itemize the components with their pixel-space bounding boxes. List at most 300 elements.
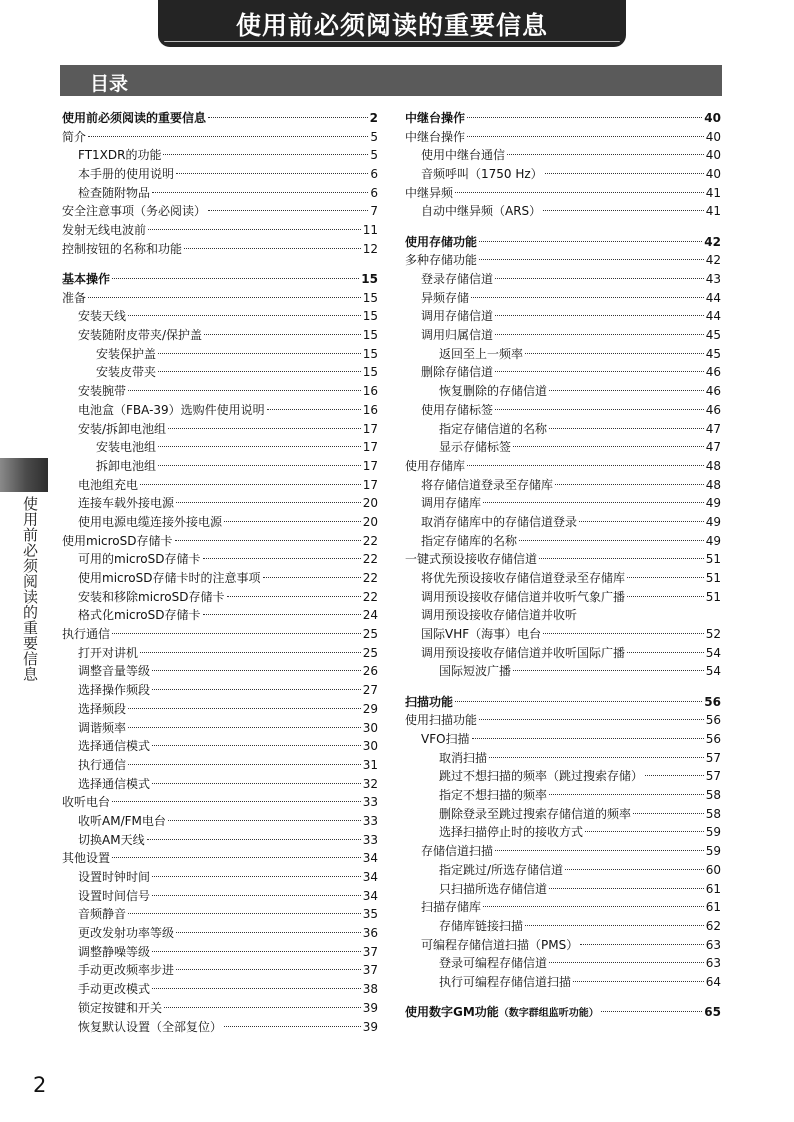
toc-page-number: 6 (370, 185, 378, 200)
toc-page-number: 58 (705, 806, 721, 821)
toc-dot-leader (601, 1011, 703, 1012)
toc-entry-title: 删除登录至跳过搜索存储信道的频率 (439, 806, 632, 821)
toc-page-number: 15 (362, 365, 378, 380)
toc-entry-title: 锁定按键和开关 (78, 1000, 163, 1015)
toc-page-number: 20 (362, 514, 378, 529)
toc-entry-title: 国际短波广播 (439, 664, 512, 679)
toc-entry[interactable] (62, 420, 378, 439)
toc-entry-title: 选择扫描停止时的接收方式 (439, 825, 584, 840)
toc-entry[interactable] (62, 494, 378, 513)
toc-entry-title: 调谐频率 (78, 720, 127, 735)
toc-entry-title: 打开对讲机 (78, 645, 139, 660)
toc-entry[interactable] (62, 165, 378, 184)
toc-entry-title: 多种存储功能 (405, 253, 478, 268)
toc-page-number: 30 (362, 720, 378, 735)
toc-entry-title: 恢复默认设置（全部复位） (78, 1019, 223, 1034)
toc-entry-title: 安装/拆卸电池组 (78, 421, 167, 436)
toc-entry[interactable] (62, 109, 378, 128)
toc-entry[interactable] (62, 146, 378, 165)
toc-dot-leader (140, 652, 361, 653)
toc-entry[interactable] (62, 363, 378, 382)
toc-entry[interactable] (405, 730, 721, 749)
toc-dot-leader (227, 596, 361, 597)
toc-entry[interactable] (62, 943, 378, 962)
toc-page-number: 25 (362, 645, 378, 660)
toc-dot-leader (152, 988, 361, 989)
toc-dot-leader (175, 540, 361, 541)
toc-entry[interactable] (405, 165, 721, 184)
toc-entry[interactable] (405, 898, 721, 917)
toc-entry-title: 安装腕带 (78, 384, 127, 399)
toc-entry-title: 收听AM/FM电台 (78, 813, 166, 828)
toc-dot-leader (128, 708, 361, 709)
toc-entry[interactable] (405, 954, 721, 973)
toc-dot-leader (479, 259, 704, 260)
toc-entry[interactable] (62, 756, 378, 775)
toc-page-number: 15 (361, 272, 378, 286)
toc-entry[interactable] (405, 588, 721, 607)
toc-page-number: 43 (705, 272, 721, 286)
toc-entry[interactable] (405, 644, 721, 663)
toc-dot-leader (267, 409, 361, 410)
toc-entry[interactable] (405, 382, 721, 401)
toc-entry[interactable] (405, 936, 721, 955)
toc-entry[interactable] (405, 270, 721, 289)
toc-entry-title: 安装天线 (78, 309, 127, 324)
toc-page-number: 49 (705, 533, 721, 548)
toc-page-number: 7 (370, 204, 378, 219)
toc-entry[interactable] (405, 823, 721, 842)
toc-entry-title: 调用预设接收存储信道并收听气象广播 (421, 589, 626, 604)
toc-page-number: 34 (362, 888, 378, 903)
toc-entry[interactable] (405, 363, 721, 382)
toc-entry-title: 更改发射功率等级 (78, 926, 175, 941)
toc-entry-title: 只扫描所选存储信道 (439, 881, 548, 896)
toc-entry-title: VFO扫描 (421, 732, 470, 746)
toc-entry-title: 使用前必须阅读的重要信息 (62, 111, 207, 125)
toc-page-number: 30 (362, 739, 378, 754)
toc-page-number: 33 (362, 813, 378, 828)
toc-entry-title: 设置时间信号 (78, 888, 151, 903)
toc-dot-leader (645, 775, 704, 776)
toc-entry-title: 基本操作 (62, 272, 111, 286)
toc-entry[interactable] (62, 588, 378, 607)
toc-entry-title: 电池组充电 (78, 477, 139, 492)
toc-dot-leader (176, 502, 361, 503)
toc-page-number: 56 (705, 732, 721, 746)
toc-entry[interactable] (62, 887, 378, 906)
toc-page-number: 65 (704, 1005, 721, 1020)
toc-dot-leader (483, 502, 704, 503)
toc-entry[interactable] (405, 109, 721, 128)
toc-entry-title: 安全注意事项（务必阅读） (62, 204, 207, 219)
toc-entry-title: 存储信道扫描 (421, 844, 494, 859)
toc-entry-title: 使用中继台通信 (421, 148, 506, 163)
toc-dot-leader (539, 558, 704, 559)
toc-entry[interactable] (405, 494, 721, 513)
toc-entry-title: 使用存储功能 (405, 234, 478, 249)
toc-entry[interactable] (405, 767, 721, 786)
toc-entry[interactable] (62, 128, 378, 147)
toc-entry-title: 自动中继异频（ARS） (421, 204, 542, 219)
toc-page-number: 37 (362, 963, 378, 978)
toc-entry[interactable] (405, 749, 721, 768)
toc-entry-title: 调整静噪等级 (78, 944, 151, 959)
toc-dot-leader (633, 813, 704, 814)
toc-entry[interactable] (62, 532, 378, 551)
toc-entry[interactable] (62, 202, 378, 221)
toc-page-number: 24 (362, 608, 378, 623)
toc-entry[interactable] (62, 457, 378, 476)
toc-entry[interactable] (405, 326, 721, 345)
toc-entry[interactable] (62, 289, 378, 308)
toc-entry-title: 检查随附物品 (78, 185, 151, 200)
toc-page-number: 40 (705, 167, 721, 182)
toc-entry[interactable] (62, 184, 378, 203)
toc-page-number: 22 (362, 552, 378, 567)
toc-entry-title: 使用数字GM功能（数字群组监听功能） (405, 1005, 599, 1020)
toc-dot-leader (565, 869, 704, 870)
toc-entry[interactable] (405, 476, 721, 495)
toc-entry-title: 使用存储库 (405, 458, 466, 473)
toc-entry[interactable] (62, 868, 378, 887)
toc-entry[interactable] (405, 880, 721, 899)
toc-entry[interactable] (405, 401, 721, 420)
toc-page-number: 64 (705, 974, 721, 989)
toc-page-number: 26 (362, 664, 378, 679)
toc-entry-title: 音频呼叫（1750 Hz） (421, 167, 543, 182)
toc-entry-note: （数字群组监听功能） (498, 1008, 599, 1020)
toc-entry-title: 简介 (62, 129, 87, 144)
toc-entry[interactable] (405, 345, 721, 364)
toc-page-number: 38 (362, 982, 378, 997)
toc-entry[interactable] (62, 438, 378, 457)
toc-entry-title: 将存储信道登录至存储库 (421, 477, 554, 492)
toc-dot-leader (176, 932, 361, 933)
toc-entry-title: 使用电源电缆连接外接电源 (78, 514, 223, 529)
toc-dot-leader (176, 173, 368, 174)
toc-entry-title: 使用microSD存储卡时的注意事项 (78, 571, 261, 585)
toc-page-number: 47 (705, 440, 721, 455)
toc-entry[interactable] (62, 221, 378, 240)
toc-entry[interactable] (405, 662, 721, 681)
toc-entry[interactable] (405, 805, 721, 824)
toc-dot-leader (627, 577, 704, 578)
toc-entry[interactable] (62, 476, 378, 495)
toc-entry[interactable] (405, 146, 721, 165)
toc-entry-title: 中继台操作 (405, 129, 466, 144)
toc-dot-leader (168, 428, 361, 429)
toc-dot-leader (467, 136, 704, 137)
toc-page-number: 5 (370, 148, 378, 163)
toc-page-number: 33 (362, 795, 378, 810)
toc-dot-leader (513, 670, 704, 671)
toc-dot-leader (152, 689, 361, 690)
toc-entry-title: 调用存储信道 (421, 309, 494, 324)
page-header (158, 0, 626, 47)
toc-page-number: 49 (705, 514, 721, 529)
toc-entry[interactable] (62, 775, 378, 794)
section-title: 目录 (90, 73, 129, 95)
toc-entry[interactable] (62, 345, 378, 364)
toc-dot-leader (152, 670, 361, 671)
toc-entry-title: 可编程存储信道扫描（PMS） (421, 937, 579, 952)
toc-dot-leader (164, 1007, 361, 1008)
toc-page-number: 15 (362, 346, 378, 361)
toc-entry[interactable] (62, 625, 378, 644)
toc-dot-leader (579, 521, 704, 522)
toc-dot-leader (184, 248, 361, 249)
toc-page-number: 56 (704, 694, 721, 709)
toc-dot-leader (128, 727, 361, 728)
toc-page-number: 25 (362, 627, 378, 642)
toc-column-right (405, 109, 721, 1022)
toc-entry-title: 安装保护盖 (96, 346, 157, 361)
toc-page-number: 39 (362, 1000, 378, 1015)
toc-entry-title: 选择频段 (78, 701, 127, 716)
toc-entry[interactable] (62, 326, 378, 345)
toc-dot-leader (152, 783, 361, 784)
toc-entry-title: 收听电台 (62, 795, 111, 810)
toc-dot-leader (208, 117, 368, 118)
toc-entry[interactable] (405, 128, 721, 147)
toc-dot-leader (128, 913, 361, 914)
toc-dot-leader (88, 297, 361, 298)
toc-dot-leader (163, 154, 368, 155)
toc-dot-leader (88, 136, 368, 137)
toc-page-number: 11 (362, 223, 378, 238)
toc-dot-leader (158, 465, 361, 466)
toc-dot-leader (549, 428, 704, 429)
toc-entry[interactable] (405, 233, 721, 252)
toc-dot-leader (525, 353, 704, 354)
toc-entry-title: 指定跳过/所选存储信道 (439, 862, 564, 877)
toc-page-number: 12 (362, 241, 378, 256)
toc-entry[interactable] (62, 905, 378, 924)
toc-page-number: 40 (705, 129, 721, 144)
toc-entry-title: 一键式预设接收存储信道 (405, 552, 538, 567)
toc-dot-leader (455, 192, 704, 193)
toc-page-number: 46 (705, 365, 721, 380)
toc-entry[interactable] (405, 550, 721, 569)
toc-entry[interactable] (62, 569, 378, 588)
toc-entry[interactable] (405, 1003, 721, 1022)
toc-page-number: 56 (705, 713, 721, 728)
toc-entry-title: 使用microSD存储卡 (62, 533, 173, 548)
toc-page-number: 15 (362, 328, 378, 343)
toc-entry[interactable] (62, 307, 378, 326)
toc-entry-title: 跳过不想扫描的频率（跳过搜索存储） (439, 769, 644, 784)
toc-entry-title: 登录存储信道 (421, 272, 494, 286)
toc-dot-leader (224, 1026, 361, 1027)
toc-entry-title: 格式化microSD存储卡 (78, 608, 201, 623)
toc-entry[interactable] (62, 700, 378, 719)
toc-dot-leader (495, 334, 704, 335)
toc-entry[interactable] (62, 270, 378, 289)
toc-entry[interactable] (62, 401, 378, 420)
toc-entry[interactable] (62, 644, 378, 663)
toc-dot-leader (128, 390, 361, 391)
toc-page-number: 37 (362, 944, 378, 959)
toc-entry-title: 电池盒（FBA-39）选购件使用说明 (78, 402, 265, 417)
toc-entry-title: 删除存储信道 (421, 365, 494, 380)
toc-entry[interactable] (62, 513, 378, 532)
toc-page-number: 36 (362, 926, 378, 941)
toc-page-number: 22 (362, 589, 378, 604)
toc-entry-title: 扫描功能 (405, 694, 454, 709)
toc-entry[interactable] (405, 202, 721, 221)
toc-entry[interactable] (62, 980, 378, 999)
toc-dot-leader (525, 925, 704, 926)
toc-entry[interactable] (405, 606, 721, 625)
toc-dot-leader (549, 888, 704, 889)
toc-dot-leader (489, 757, 704, 758)
toc-dot-leader (152, 951, 361, 952)
toc-dot-leader (158, 446, 361, 447)
toc-dot-leader (519, 540, 704, 541)
toc-page-number: 22 (362, 571, 378, 585)
toc-entry[interactable] (405, 569, 721, 588)
toc-entry[interactable] (62, 737, 378, 756)
toc-entry[interactable] (405, 251, 721, 270)
section-heading-bar (60, 65, 722, 96)
toc-page-number: 42 (704, 234, 721, 249)
toc-dot-leader (549, 794, 704, 795)
toc-entry-title: 拆卸电池组 (96, 458, 157, 473)
toc-entry[interactable] (405, 786, 721, 805)
toc-page-number: 42 (705, 253, 721, 268)
toc-entry[interactable] (62, 662, 378, 681)
toc-page-number: 51 (705, 552, 721, 567)
toc-entry[interactable] (62, 793, 378, 812)
toc-page-number: 34 (362, 870, 378, 884)
toc-page-number: 58 (705, 788, 721, 803)
toc-entry[interactable] (62, 240, 378, 259)
toc-dot-leader (467, 465, 704, 466)
toc-entry-title: 切换AM天线 (78, 832, 145, 847)
toc-dot-leader (112, 857, 361, 858)
toc-entry-title: 设置时钟时间 (78, 870, 151, 884)
toc-dot-leader (549, 962, 704, 963)
toc-entry[interactable] (62, 961, 378, 980)
toc-page-number: 39 (362, 1019, 378, 1034)
toc-entry[interactable] (405, 420, 721, 439)
toc-entry-title: 调用存储库 (421, 496, 482, 511)
toc-entry[interactable] (405, 307, 721, 326)
toc-entry[interactable] (62, 924, 378, 943)
toc-entry-title: 安装随附皮带夹/保护盖 (78, 328, 203, 343)
toc-entry[interactable] (62, 606, 378, 625)
toc-entry[interactable] (405, 438, 721, 457)
toc-entry[interactable] (405, 532, 721, 551)
toc-dot-leader (158, 371, 361, 372)
toc-entry[interactable] (62, 681, 378, 700)
toc-page-number: 22 (362, 533, 378, 548)
toc-page-number: 20 (362, 496, 378, 511)
toc-entry[interactable] (405, 917, 721, 936)
toc-column-left (62, 109, 378, 1036)
toc-dot-leader (152, 876, 361, 877)
toc-dot-leader (513, 446, 704, 447)
toc-entry[interactable] (405, 513, 721, 532)
toc-entry[interactable] (62, 382, 378, 401)
toc-page-number: 45 (705, 328, 721, 343)
toc-entry[interactable] (62, 849, 378, 868)
side-tab-label: 使用前必须阅读的重要信息 (21, 496, 39, 682)
toc-page-number: 17 (362, 477, 378, 492)
toc-entry[interactable] (62, 812, 378, 831)
toc-entry[interactable] (405, 457, 721, 476)
toc-page-number: 46 (705, 384, 721, 399)
toc-dot-leader (585, 831, 704, 832)
toc-entry[interactable] (62, 999, 378, 1018)
toc-page-number: 27 (362, 683, 378, 698)
toc-page-number: 44 (705, 290, 721, 305)
page-title: 使用前必须阅读的重要信息 (235, 10, 548, 40)
toc-page-number: 33 (362, 832, 378, 847)
page-number: 2 (33, 1073, 47, 1097)
toc-entry[interactable] (405, 842, 721, 861)
toc-page-number: 46 (705, 402, 721, 417)
toc-dot-leader (573, 981, 704, 982)
toc-entry[interactable] (405, 693, 721, 712)
toc-dot-leader (455, 701, 702, 702)
toc-entry-title: 使用扫描功能 (405, 713, 478, 728)
toc-entry[interactable] (405, 184, 721, 203)
toc-entry-title: 登录可编程存储信道 (439, 956, 548, 971)
toc-dot-leader (128, 315, 361, 316)
toc-dot-leader (472, 738, 704, 739)
toc-dot-leader (128, 764, 361, 765)
toc-entry-title: 返回至上一频率 (439, 346, 524, 361)
toc-entry[interactable] (405, 289, 721, 308)
toc-page-number: 34 (362, 851, 378, 866)
toc-entry[interactable] (405, 973, 721, 992)
toc-entry-title: 指定存储信道的名称 (439, 421, 548, 436)
toc-entry-title: 中继台操作 (405, 111, 466, 125)
toc-page-number: 45 (705, 346, 721, 361)
toc-entry-title: 选择通信模式 (78, 739, 151, 754)
toc-page-number: 41 (705, 204, 721, 219)
toc-entry-title: 选择操作频段 (78, 683, 151, 698)
toc-dot-leader (203, 558, 361, 559)
toc-entry-title: 将优先预设接收存储信道登录至存储库 (421, 571, 626, 585)
toc-entry-title: 其他设置 (62, 851, 111, 866)
toc-dot-leader (495, 278, 704, 279)
toc-entry[interactable] (62, 550, 378, 569)
toc-dot-leader (152, 745, 361, 746)
toc-entry-title: 指定不想扫描的频率 (439, 788, 548, 803)
toc-entry-title: 可用的microSD存储卡 (78, 552, 201, 567)
toc-entry[interactable] (62, 831, 378, 850)
toc-page-number: 63 (705, 937, 721, 952)
toc-page-number: 54 (705, 664, 721, 679)
toc-page-number: 49 (705, 496, 721, 511)
toc-dot-leader (545, 173, 704, 174)
toc-entry[interactable] (405, 861, 721, 880)
toc-entry[interactable] (405, 711, 721, 730)
toc-entry[interactable] (62, 1018, 378, 1037)
toc-page-number: 17 (362, 440, 378, 455)
toc-entry-title: 本手册的使用说明 (78, 167, 175, 182)
toc-entry-title: 安装皮带夹 (96, 365, 157, 380)
toc-entry[interactable] (62, 719, 378, 738)
toc-entry[interactable] (405, 625, 721, 644)
toc-dot-leader (152, 895, 361, 896)
toc-dot-leader (158, 353, 361, 354)
toc-dot-leader (112, 633, 361, 634)
toc-page-number: 47 (705, 421, 721, 436)
